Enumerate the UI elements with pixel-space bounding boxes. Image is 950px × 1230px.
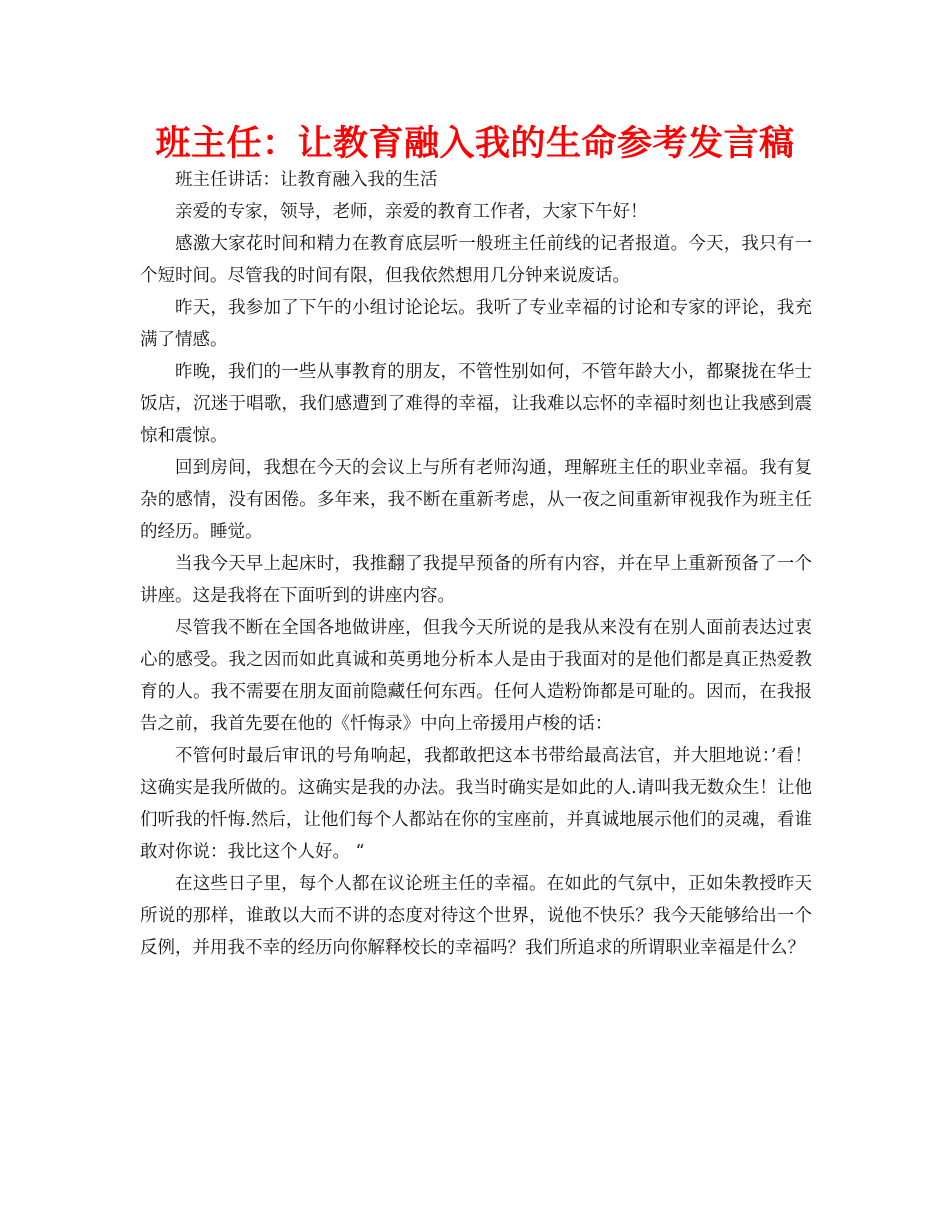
paragraph: 感激大家花时间和精力在教育底层听一般班主任前线的记者报道。今天，我只有一个短时间。尽管我的时间有限，但我依然想用几分钟来说废话。 <box>140 234 812 286</box>
paragraph: 回到房间，我想在今天的会议上与所有老师沟通，理解班主任的职业幸福。我有复杂的感情，没有困倦。多年来，我不断在重新考虑，从一夜之间重新审视我作为班主任的经历。睡觉。 <box>140 458 812 542</box>
document-body <box>140 164 812 964</box>
paragraph: 昨晚，我们的一些从事教育的朋友，不管性别如何，不管年龄大小，都聚拢在华士饭店，沉迷于唱歌，我们感遭到了难得的幸福，让我难以忘怀的幸福时刻也让我感到震惊和震惊。 <box>140 362 812 446</box>
paragraph-greeting: 亲爱的专家，领导，老师，亲爱的教育工作者，大家下午好！ <box>175 202 648 222</box>
paragraph: 当我今天早上起床时，我推翻了我提早预备的所有内容，并在早上重新预备了一个讲座。这是我将在下面听到的讲座内容。 <box>140 554 812 606</box>
paragraph: 昨天，我参加了下午的小组讨论论坛。我听了专业幸福的讨论和专家的评论，我充满了情感。 <box>140 298 812 350</box>
paragraph: 在这些日子里，每个人都在议论班主任的幸福。在如此的气氛中，正如朱教授昨天所说的那样，谁敢以大而不讲的态度对待这个世界，说他不快乐？我今天能够给出一个反例，并用我不幸的经历向你解释校长的幸福吗？我们所追求的所谓职业幸福是什么？ <box>140 874 812 958</box>
page-title: 班主任：让教育融入我的生命参考发言稿 <box>155 124 795 164</box>
paragraph-quote: 不管何时最后审讯的号角响起，我都敢把这本书带给最高法官，并大胆地说：’看！这确实是我所做的。这确实是我的办法。我当时确实是如此的人.请叫我无数众生！让他们听我的忏悔.然后，让他们每个人都站在你的宝座前，并真诚地展示他们的灵魂，看谁敢对你说：我比这个人好。 “ <box>140 746 812 862</box>
paragraph-subtitle: 班主任讲话：让教育融入我的生活 <box>175 170 438 190</box>
paragraph: 尽管我不断在全国各地做讲座，但我今天所说的是我从来没有在别人面前表达过衷心的感受。我之因而如此真诚和英勇地分析本人是由于我面对的是他们都是真正热爱教育的人。我不需要在朋友面前隐藏任何东西。任何人造粉饰都是可耻的。因而，在我报告之前，我首先要在他的《忏悔录》中向上帝援用卢梭的话： <box>140 618 812 734</box>
